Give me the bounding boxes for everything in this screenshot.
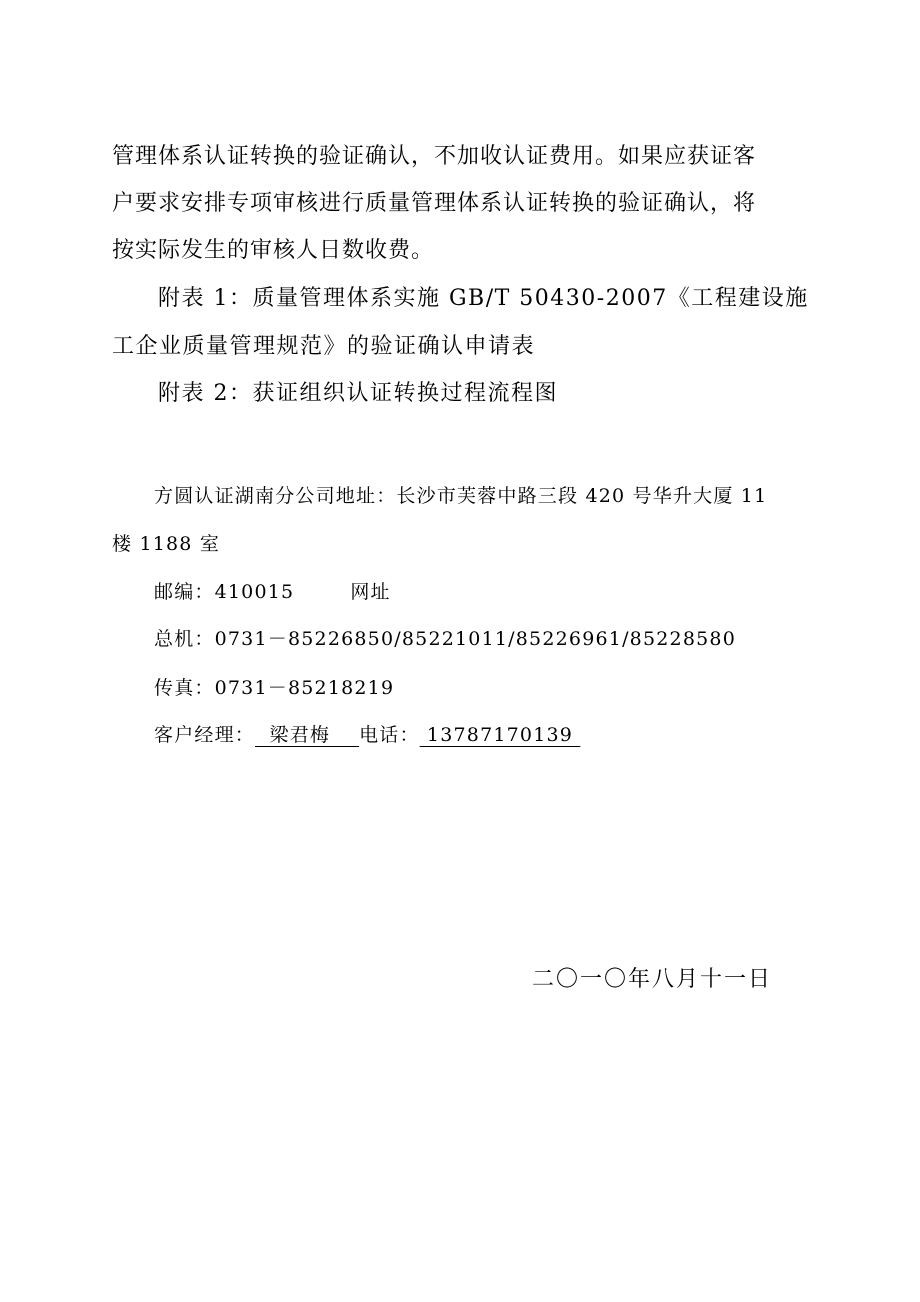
address-line-1: 方圆认证湖南分公司地址：长沙市芙蓉中路三段 420 号华升大厦 11 bbox=[154, 485, 768, 507]
attachment-1-line-2: 工企业质量管理规范》的验证确认申请表 bbox=[112, 334, 536, 359]
postcode-row bbox=[154, 577, 391, 604]
phone-label: 电话： bbox=[359, 724, 420, 746]
website-label: 网址 bbox=[350, 581, 391, 603]
attachment-1-line-1: 附表 1：质量管理体系实施 GB/T 50430-2007《工程建设施 bbox=[158, 286, 809, 311]
postcode: 邮编：410015 bbox=[154, 581, 295, 603]
switchboard: 总机：0731－85226850/85221011/85226961/85228580 bbox=[154, 628, 736, 650]
manager-name: 梁君梅 bbox=[255, 724, 360, 746]
body-line-3: 按实际发生的审核人日数收费。 bbox=[112, 238, 435, 263]
body-line-1: 管理体系认证转换的验证确认，不加收认证费用。如果应获证客 bbox=[112, 144, 757, 169]
phone-value: 13787170139 bbox=[419, 724, 581, 746]
fax: 传真：0731－85218219 bbox=[154, 677, 395, 699]
manager-label: 客户经理： bbox=[154, 724, 256, 746]
body-line-2: 户要求安排专项审核进行质量管理体系认证转换的验证确认，将 bbox=[112, 191, 757, 216]
attachment-2: 附表 2：获证组织认证转换过程流程图 bbox=[158, 381, 558, 406]
address-line-2: 楼 1188 室 bbox=[112, 533, 221, 555]
manager-row bbox=[154, 720, 580, 747]
document-date: 二〇一〇年八月十一日 bbox=[532, 967, 773, 992]
